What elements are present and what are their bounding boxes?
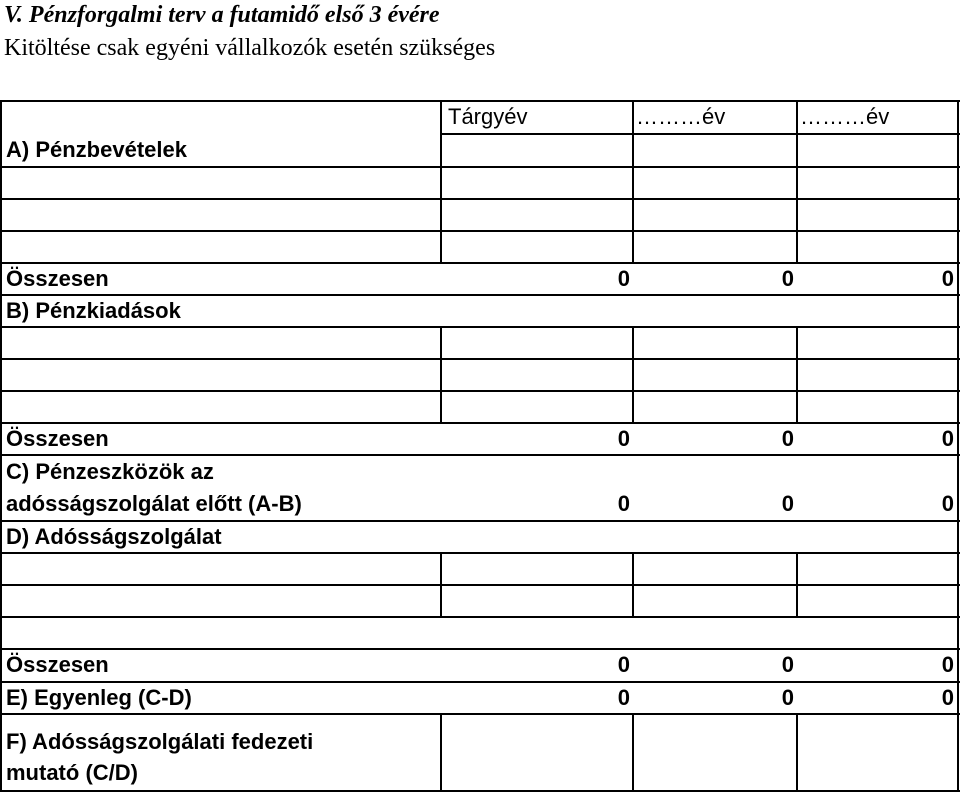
row-divider — [0, 326, 960, 328]
section-f-label-line-2: mutató (C/D) — [6, 760, 138, 785]
header-year-3: ………év — [800, 104, 890, 129]
section-b-total-year-1: 0 — [617, 426, 630, 451]
section-c-year-1: 0 — [617, 491, 630, 516]
page-title: V. Pénzforgalmi terv a futamidő első 3 évére — [4, 2, 440, 28]
column-divider — [632, 552, 634, 618]
table-border-left — [0, 100, 2, 792]
column-divider — [632, 713, 634, 792]
column-divider — [632, 326, 634, 424]
row-divider — [0, 713, 960, 715]
column-divider — [796, 713, 798, 792]
row-divider — [0, 166, 960, 168]
row-divider — [0, 358, 960, 360]
column-divider — [440, 552, 442, 618]
page-subtitle: Kitöltése csak egyéni vállalkozók esetén szükséges — [4, 35, 496, 61]
row-divider — [440, 133, 960, 135]
section-d-total-year-2: 0 — [781, 652, 794, 677]
column-divider — [796, 100, 798, 264]
section-e-year-3: 0 — [941, 685, 954, 710]
row-divider — [0, 262, 960, 264]
row-divider — [0, 422, 960, 424]
section-d-label: D) Adósságszolgálat — [6, 524, 222, 549]
header-year-2: ………év — [636, 104, 726, 129]
column-divider — [632, 100, 634, 264]
column-divider — [440, 713, 442, 792]
column-divider — [440, 100, 442, 264]
row-divider — [0, 584, 960, 586]
section-d-total-year-3: 0 — [941, 652, 954, 677]
section-a-total-year-2: 0 — [781, 266, 794, 291]
row-divider — [0, 198, 960, 200]
section-f-label-line-1: F) Adósságszolgálati fedezeti — [6, 729, 314, 754]
row-divider — [0, 648, 960, 650]
column-divider — [796, 552, 798, 618]
row-divider — [0, 552, 960, 554]
section-b-label: B) Pénzkiadások — [6, 298, 181, 323]
section-d-total-label: Összesen — [6, 652, 109, 677]
section-b-total-year-3: 0 — [941, 426, 954, 451]
section-a-total-year-1: 0 — [617, 266, 630, 291]
row-divider — [0, 294, 960, 296]
row-divider — [0, 230, 960, 232]
row-divider — [0, 454, 960, 456]
column-divider — [440, 326, 442, 424]
section-b-total-label: Összesen — [6, 426, 109, 451]
section-c-year-2: 0 — [781, 491, 794, 516]
table-border-right — [957, 100, 959, 792]
section-a-total-year-3: 0 — [941, 266, 954, 291]
row-divider — [0, 520, 960, 522]
section-e-year-1: 0 — [617, 685, 630, 710]
section-e-label: E) Egyenleg (C-D) — [6, 685, 192, 710]
section-e-year-2: 0 — [781, 685, 794, 710]
table-border-bottom — [0, 790, 960, 792]
table-border-top — [0, 100, 960, 102]
section-a-label: A) Pénzbevételek — [6, 137, 187, 162]
row-divider — [0, 681, 960, 683]
section-c-label-line-2: adósságszolgálat előtt (A-B) — [6, 491, 302, 516]
row-divider — [0, 616, 960, 618]
section-c-year-3: 0 — [941, 491, 954, 516]
column-divider — [796, 326, 798, 424]
row-divider — [0, 390, 960, 392]
header-year-1: Tárgyév — [448, 104, 528, 129]
section-d-total-year-1: 0 — [617, 652, 630, 677]
section-a-total-label: Összesen — [6, 266, 109, 291]
section-c-label-line-1: C) Pénzeszközök az — [6, 459, 214, 484]
section-b-total-year-2: 0 — [781, 426, 794, 451]
